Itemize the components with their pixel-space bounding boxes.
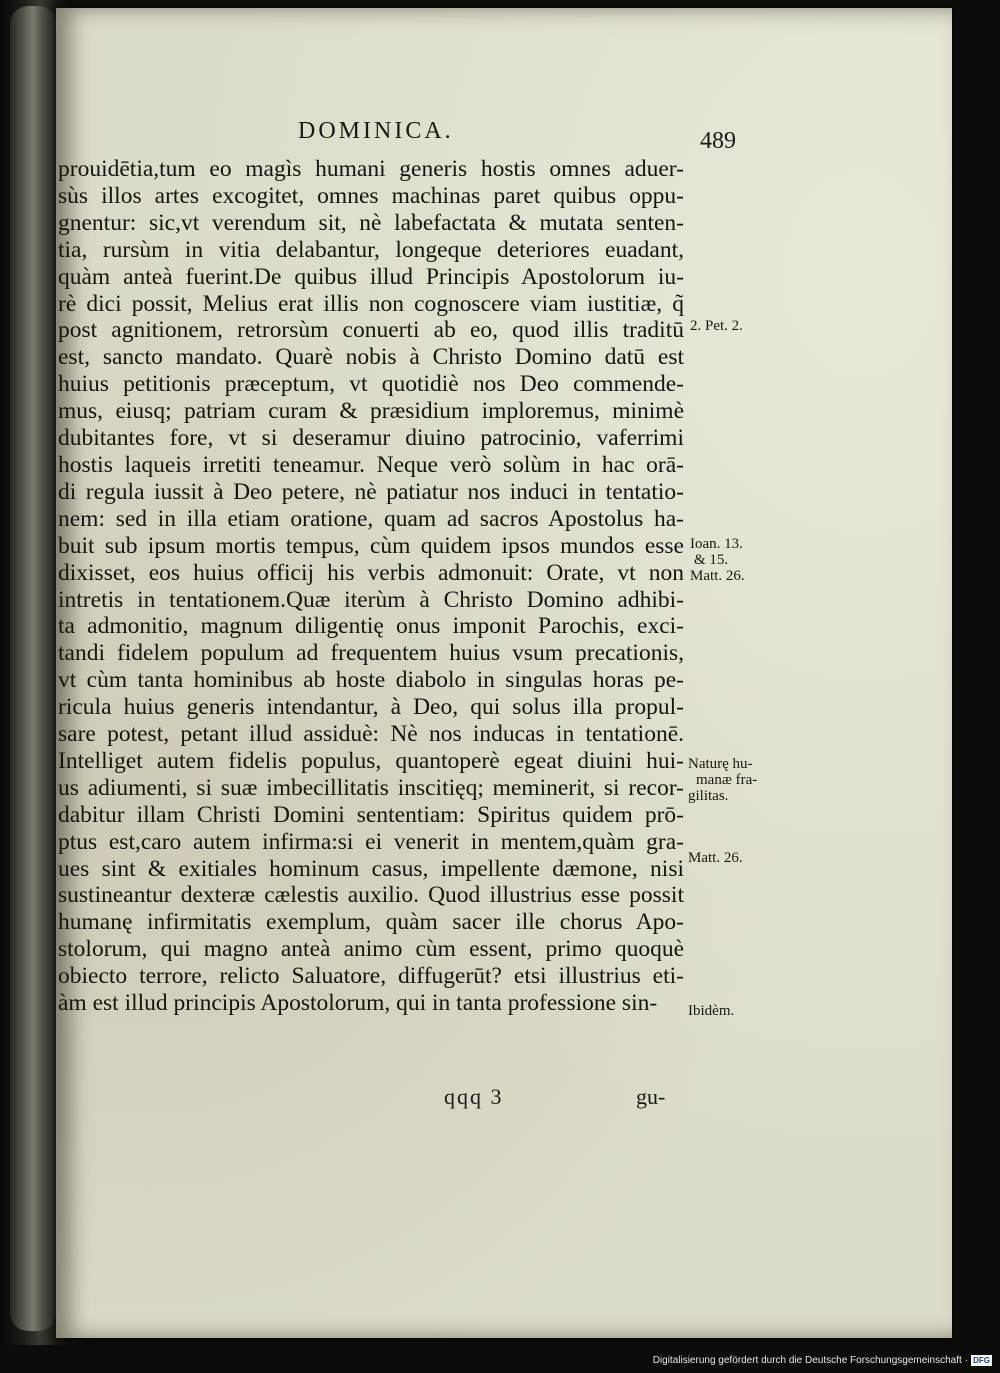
text-line: mus, eiusq; patriam curam & præsidium imploremus, minimè [58, 398, 684, 425]
text-line: ricula huius generis intendantur, à Deo, qui solus illa propul- [58, 694, 684, 721]
text-line: sùs illos artes excogitet, omnes machinas paret quibus oppu- [58, 182, 684, 209]
body-text [58, 156, 684, 1017]
text-line: tandi fidelem populum ad frequentem huius vsum precationis, [58, 640, 684, 667]
digitization-footer [653, 1355, 992, 1366]
text-line: nem: sed in illa etiam oratione, quam ad sacros Apostolus ha- [58, 505, 684, 532]
text-line: dubitantes fore, vt si deseramur diuino patrocinio, vaferrimi [58, 425, 684, 452]
note-line: 2. Pet. 2. [690, 318, 743, 334]
catchword: gu- [636, 1084, 666, 1109]
page-number: 489 [700, 128, 736, 154]
text-line: post agnitionem, retrorsùm conuerti ab eo, quod illis traditū [58, 317, 684, 344]
marginal-note-ioan-matt [690, 536, 745, 584]
text-line: sustineantur dexteræ cælestis auxilio. Quod illustrius esse possit [58, 882, 684, 909]
text-line: gnentur: sic,vt verendum sit, nè labefactata & mutata senten- [58, 209, 684, 236]
text-line: stolorum, qui magno anteà animo cùm essent, primo quoquè [58, 936, 684, 963]
text-line: est, sancto mandato. Quarè nobis à Christo Domino datū est [58, 344, 684, 371]
text-line: rè dici possit, Melius erat illis non cognoscere viam iustitiæ, q̃ [58, 290, 684, 317]
text-line: obiecto terrore, relicto Saluatore, diffugerūt? etsi illustrius eti- [58, 963, 684, 990]
text-line: hostis laqueis irretiti teneamur. Neque verò solùm in hac orā- [58, 451, 684, 478]
text-line: ues sint & exitiales hominum casus, impellente dæmone, nisi [58, 855, 684, 882]
text-line: àm est illud principis Apostolorum, qui in tanta professione sin- [58, 990, 658, 1017]
footer-text: Digitalisierung gefördert durch die Deutsche Forschungsgemeinschaft [652, 1355, 962, 1366]
text-line: humanę infirmitatis exemplum, quàm sacer ille chorus Apo- [58, 909, 684, 936]
book-binding [10, 6, 56, 1331]
text-line: intretis in tentationem.Quæ iterùm à Christo Domino adhibi- [58, 586, 684, 613]
text-line: sare potest, petant illud assiduè: Nè nos inducas in tentationē. [58, 721, 684, 748]
footer-separator: · [964, 1355, 969, 1366]
marginal-note-2-pet [690, 318, 743, 334]
running-head: DOMINICA. [298, 118, 454, 144]
marginal-note-ibidem [688, 1003, 734, 1019]
text-line: dixisset, eos huius officij his verbis admonuit: Orate, vt non [58, 559, 684, 586]
text-line: di regula iussit à Deo petere, nè patiatur nos induci in tentatio- [58, 478, 684, 505]
note-line: Matt. 26. [688, 850, 743, 866]
text-line: dabitur illam Christi Domini sententiam: Spiritus quidem prō- [58, 801, 684, 828]
text-line: buit sub ipsum mortis tempus, cùm quidem ipsos mundos esse [58, 532, 684, 559]
note-line: Ibidèm. [688, 1003, 735, 1019]
signature-mark: qqq 3 [444, 1084, 504, 1109]
text-line: quàm anteà fuerint.De quibus illud Principis Apostolorum iu- [58, 263, 684, 290]
marginal-note-matt [688, 850, 743, 866]
text-line: tia, rursùm in vitia delabantur, longeque deteriores euadant, [58, 236, 684, 263]
note-line: Ioan. 13. [690, 536, 743, 552]
note-line: manæ fra- [696, 772, 758, 788]
text-line: us adiumenti, si suæ imbecillitatis inscitięq; meminerit, si recor- [58, 774, 684, 801]
note-line: Matt. 26. [690, 568, 745, 584]
dfg-logo-icon: DFG [973, 1356, 990, 1365]
text-line: ta admonitio, magnum diligentię onus imponit Parochis, exci- [58, 613, 684, 640]
text-line: prouidētia,tum eo magìs humani generis hostis omnes aduer- [58, 156, 684, 182]
note-line: & 15. [694, 552, 729, 568]
text-line: ptus est,caro autem infirma:si ei venerit in mentem,quàm gra- [58, 828, 684, 855]
text-line: vt cùm tanta hominibus ab hoste diabolo in singulas horas pe- [58, 667, 684, 694]
note-line: Naturę hu- [688, 756, 753, 772]
note-line: gilitas. [688, 788, 729, 804]
marginal-note-naturae-humanae [688, 756, 757, 804]
text-line: huius petitionis præceptum, vt quotidiè nos Deo commende- [58, 371, 684, 398]
text-line: Intelliget autem fidelis populus, quantoperè egeat diuini hui- [58, 747, 684, 774]
